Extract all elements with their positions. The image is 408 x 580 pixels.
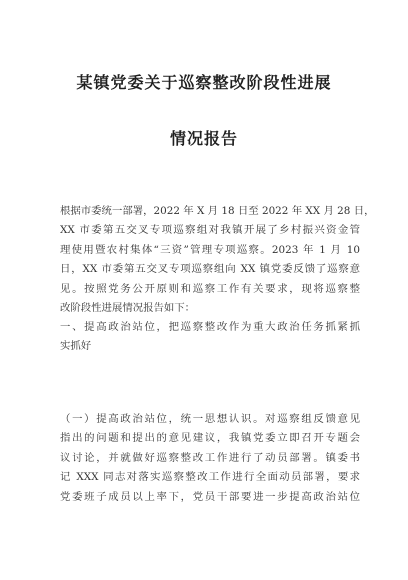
heading-line: 一、提高政治站位，把巡察整改作为重大政治任务抓紧抓: [60, 321, 360, 333]
paragraph-line: XX 市委第五交叉专项巡察组对我镇开展了乡村振兴资金管: [60, 224, 360, 237]
intro-paragraph: [60, 202, 375, 318]
paragraph-line: 记 XXX 同志对落实巡察整改工作进行全面动员部署，要求: [60, 471, 360, 484]
document-title-line-2: 情况报告: [169, 129, 238, 148]
subsection-paragraph: [60, 410, 360, 507]
paragraph-line: 议讨论，并就做好巡察整改工作进行了动员部署。镇委书: [60, 451, 360, 464]
paragraph-line: 日，XX 市委第五交叉专项巡察组向 XX 镇党委反馈了巡察意: [60, 263, 360, 276]
paragraph-line: 指出的问题和提出的意见建议，我镇党委立即召开专题会: [60, 432, 360, 445]
paragraph-line: 根据市委统一部署，2022 年 X 月 18 日至 2022 年 XX 月 28 日，: [60, 205, 375, 217]
paragraph-line: （一）提高政治站位，统一思想认识。对巡察组反馈意见: [60, 413, 360, 425]
paragraph-line: 理使用暨农村集体“三资”管理专项巡察。2023 年 1 月 10: [60, 243, 360, 256]
paragraph-line: 改阶段性进展情况报告如下：: [60, 301, 196, 314]
paragraph-line: 见。按照党务公开原则和巡察工作有关要求，现将巡察整: [60, 282, 360, 295]
section-heading: [60, 318, 360, 357]
document-title-line-1: 某镇党委关于巡察整改阶段性进展: [76, 73, 332, 92]
heading-line: 实抓好: [60, 340, 92, 353]
paragraph-line: 党委班子成员以上率下，党员干部要进一步提高政治站位: [60, 490, 360, 503]
